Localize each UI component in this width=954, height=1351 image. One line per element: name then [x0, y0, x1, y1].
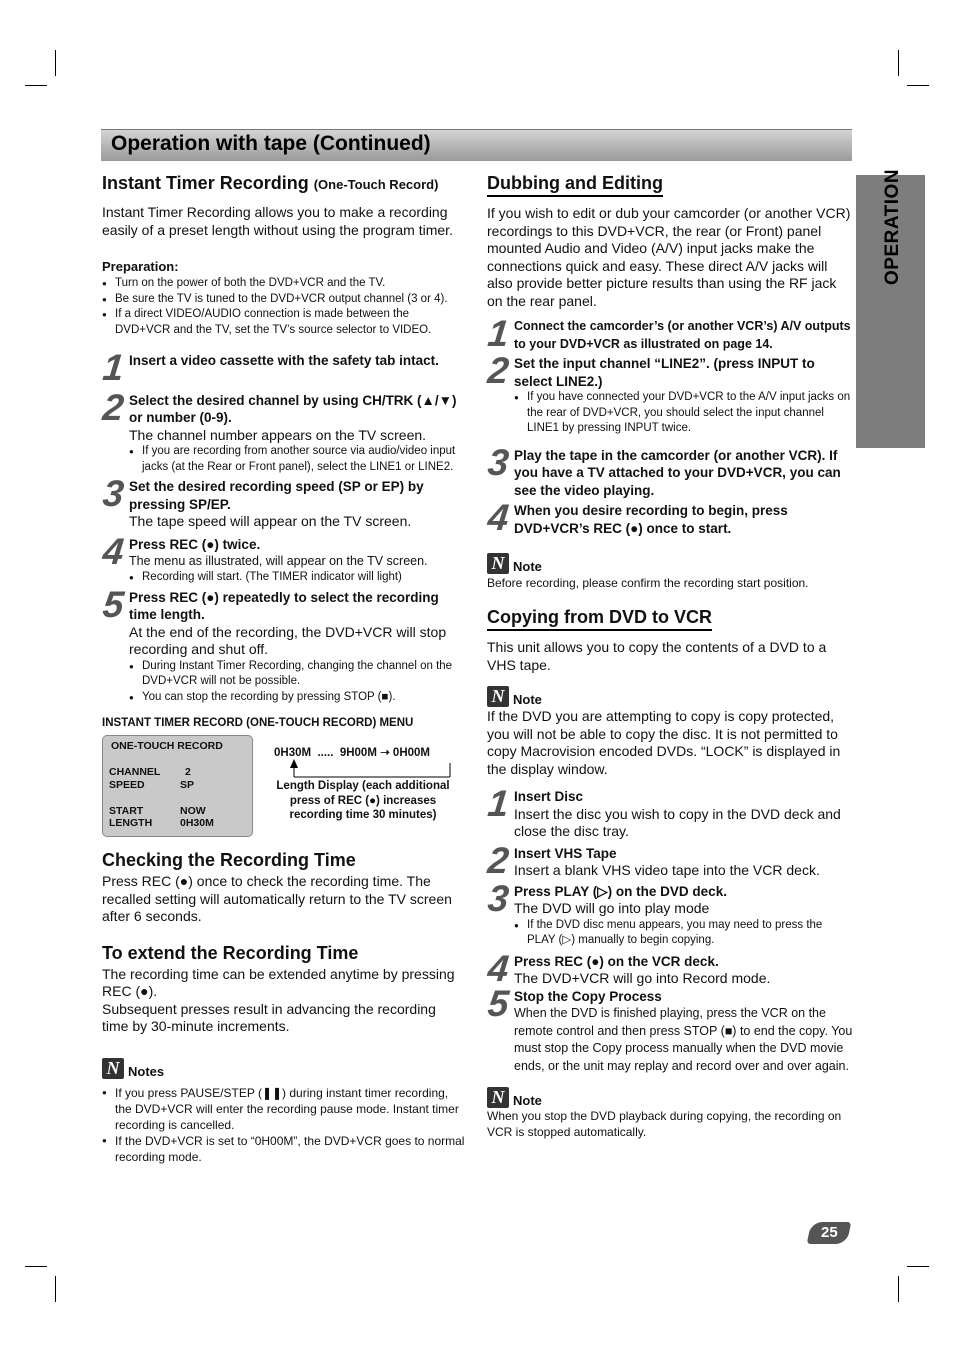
step-number: 2: [100, 386, 126, 428]
copying-step-2: [485, 839, 853, 881]
length-sequence: 0H30M ..... 9H00M ➝ 0H00M: [274, 747, 430, 759]
step-number: 3: [100, 473, 126, 514]
right-column: [487, 173, 853, 1140]
menu-label: LENGTH: [109, 817, 153, 829]
copying-note: If the DVD you are attempting to copy is copy protected, you will not be able to copy the disc. It is not permitted to copy Macrovision encoded DVDs. “LOCK” is displayed in the display window.: [487, 708, 841, 777]
tv-screen-menu: [102, 735, 253, 837]
length-caption: Length Display (each additional press of REC (●) increases recording time 30 minutes): [276, 780, 450, 821]
step-title: Press REC (●) repeatedly to select the recording time length.: [129, 589, 439, 622]
checking-heading: Checking the Recording Time: [102, 850, 356, 870]
step-title: When you desire recording to begin, press DVD+VCR’s REC (●) once to start.: [514, 503, 788, 536]
step-number: 4: [485, 947, 511, 989]
list-item: ● Turn on the power of both the DVD+VCR and the TV.: [102, 276, 466, 292]
menu-illustration: [102, 735, 466, 847]
crop-mark: [55, 50, 56, 76]
list-item: ● If you are recording from another source via audio/video input jacks (at the Rear or Front panel), select the LINE1 or LINE2.: [129, 444, 466, 475]
checking-text: Press REC (●) once to check the recording time. The recalled setting will automatically return to the TV screen after 6 seconds.: [102, 873, 452, 924]
step-number: 1: [100, 347, 126, 388]
instant-step-1: [100, 347, 466, 388]
step-number: 2: [485, 350, 511, 391]
note-icon: N: [487, 553, 509, 574]
step-number: 1: [485, 313, 511, 354]
step-title: Set the desired recording speed (SP or EP) by pressing SP/EP.: [129, 479, 424, 512]
instant-step-3: [100, 473, 466, 531]
list-item: ● You can stop the recording by pressing STOP (■).: [129, 690, 466, 706]
note-label: Note: [513, 692, 542, 707]
crop-mark: [907, 85, 929, 86]
list-item: ● During Instant Timer Recording, changing the channel on the DVD+VCR will not be possible.: [129, 659, 466, 690]
step-title: Insert a video cassette with the safety tab intact.: [129, 353, 439, 368]
step-number: 5: [100, 583, 126, 625]
step-title: Set the input channel “LINE2”. (press INPUT to select LINE2.): [514, 356, 815, 389]
step-title: Stop the Copy Process: [514, 988, 662, 1004]
list-item: ● Be sure the TV is tuned to the DVD+VCR output channel (3 or 4).: [102, 292, 466, 308]
note-label: Note: [513, 559, 542, 574]
crop-mark: [907, 1266, 929, 1267]
step-number: 3: [485, 877, 511, 919]
list-item: ● If the DVD+VCR is set to “0H00M”, the DVD+VCR goes to normal recording mode.: [102, 1133, 466, 1165]
menu-value: NOW: [180, 805, 206, 817]
extend-heading: To extend the Recording Time: [102, 942, 359, 963]
page-number: 25: [807, 1222, 852, 1244]
prep-list: [102, 276, 466, 338]
step-number: 4: [100, 530, 126, 572]
step-title: Press REC (●) twice.: [129, 536, 261, 552]
copying-final-note: When you stop the DVD playback during copying, the recording on VCR is stopped automatically.: [487, 1109, 842, 1139]
note-icon: N: [487, 686, 509, 707]
step-number: 4: [485, 497, 511, 538]
dubbing-note: Before recording, please confirm the recording start position.: [487, 576, 809, 590]
side-tab-label: OPERATION: [882, 168, 903, 285]
notes-heading: [102, 1058, 466, 1079]
side-tab: [856, 168, 925, 448]
left-column: [102, 173, 466, 1165]
copying-final-note-heading: [487, 1087, 853, 1108]
menu-value: 2: [185, 766, 191, 778]
page-title: Operation with tape (Continued): [111, 132, 431, 155]
note-label: Note: [513, 1093, 542, 1108]
step-title: Insert Disc: [514, 789, 584, 804]
copying-step-1: [485, 783, 853, 841]
step-desc: The DVD+VCR will go into Record mode.: [514, 970, 771, 986]
copying-step-4: [485, 947, 853, 989]
crop-mark: [25, 85, 47, 86]
menu-value: 0H30M: [180, 817, 214, 829]
notes-list: [102, 1085, 466, 1165]
step-desc: When the DVD is finished playing, press the VCR on the remote control and then press STOP (■) to end the copy. You must stop the Copy process manually when the DVD movie ends, or the unit may replay and record over and over again.: [514, 1006, 853, 1073]
copying-step-3: [485, 877, 853, 949]
list-item: ● If a direct VIDEO/AUDIO connection is made between the DVD+VCR and the TV, set the TV’s source selector to VIDEO.: [102, 307, 466, 338]
dubbing-step-4: [485, 497, 853, 538]
instant-heading-small: (One-Touch Record): [313, 177, 439, 192]
step-desc: The channel number appears on the TV screen.: [129, 426, 427, 443]
dubbing-step-3: [485, 441, 853, 500]
copying-intro: This unit allows you to copy the contents of a DVD to a VHS tape.: [487, 639, 827, 673]
dubbing-note-heading: [487, 553, 853, 574]
crop-mark: [25, 1266, 47, 1267]
step-number: 1: [485, 783, 511, 824]
note-icon: N: [487, 1087, 509, 1108]
prep-label: Preparation:: [102, 259, 179, 274]
step-title: Select the desired channel by using CH/TRK (▲/▼) or number (0-9).: [129, 392, 457, 425]
step-number: 5: [485, 982, 511, 1024]
step-desc: The menu as illustrated, will appear on the TV screen.: [129, 554, 428, 568]
step-desc: The tape speed will appear on the TV screen.: [129, 513, 412, 529]
menu-label: START: [109, 805, 144, 817]
menu-header: ONE-TOUCH RECORD: [111, 740, 223, 752]
notes-label: Notes: [128, 1063, 165, 1079]
instant-heading: Instant Timer Recording (One-Touch Record): [102, 173, 439, 193]
list-item: ● If you press PAUSE/STEP (❚❚) during instant timer recording, the DVD+VCR will enter the recording pause mode. Instant timer recording is cancelled.: [102, 1085, 466, 1133]
crop-mark: [55, 1276, 56, 1302]
dubbing-step-2: [485, 350, 853, 437]
menu-label: SPEED: [109, 779, 145, 791]
list-item: ● If you have connected your DVD+VCR to the A/V input jacks on the rear of DVD+VCR, you should select the input channel LINE1 by pressing INPUT twice.: [514, 390, 853, 437]
instant-intro: Instant Timer Recording allows you to make a recording easily of a preset length without using the program timer.: [102, 204, 453, 238]
menu-title: INSTANT TIMER RECORD (ONE-TOUCH RECORD) MENU: [102, 717, 414, 729]
step-desc: At the end of the recording, the DVD+VCR will stop recording and shut off.: [129, 623, 447, 657]
crop-mark: [898, 1276, 899, 1302]
step-title: Press REC (●) on the VCR deck.: [514, 953, 719, 969]
step-title: Play the tape in the camcorder (or another VCR). If you have a TV attached to your DVD+VCR, you can see the video playing.: [514, 447, 841, 498]
dubbing-step-1: [485, 313, 853, 354]
extend-text-1: The recording time can be extended anytime by pressing REC (●).: [102, 965, 455, 999]
step-title: Connect the camcorder’s (or another VCR’s) A/V outputs to your DVD+VCR as illustrated on page 14.: [514, 319, 851, 351]
instant-step-4: [100, 530, 466, 586]
list-item: ● If the DVD disc menu appears, you may need to press the PLAY (▷) manually to begin copying.: [514, 918, 853, 949]
menu-value: SP: [180, 779, 195, 791]
step-title: Press PLAY (▷) on the DVD deck.: [514, 883, 727, 899]
copying-step-5: [485, 982, 853, 1076]
instant-step-2: [100, 386, 466, 476]
copying-note-heading: [487, 686, 853, 707]
step-desc: The DVD will go into play mode: [514, 900, 710, 916]
dubbing-intro: If you wish to edit or dub your camcorder (or another VCR) recordings to this DVD+VCR, the rear (or Front) panel mounted Audio and Video (A/V) input jacks make the connections quick and easy. These direct A/V jacks will also provide better picture results than using the RF jack on the rear panel.: [487, 205, 851, 309]
step-number: 3: [485, 441, 511, 483]
note-icon: N: [102, 1058, 124, 1079]
extend-text-2: Subsequent presses result in advancing the recording time by 30-minute increments.: [102, 1000, 436, 1034]
step-desc: Insert the disc you wish to copy in the DVD deck and close the disc tray.: [514, 805, 841, 839]
menu-label: CHANNEL: [109, 766, 161, 778]
instant-step-5: [100, 583, 466, 706]
title-bar: [101, 129, 852, 161]
crop-mark: [898, 50, 899, 76]
copying-heading: Copying from DVD to VCR: [487, 607, 712, 631]
list-item: ● Recording will start. (The TIMER indicator will light): [129, 570, 466, 586]
dubbing-heading: Dubbing and Editing: [487, 173, 663, 197]
step-title: Insert VHS Tape: [514, 845, 617, 861]
step-number: 2: [485, 839, 511, 881]
step-desc: Insert a blank VHS video tape into the VCR deck.: [514, 862, 820, 878]
